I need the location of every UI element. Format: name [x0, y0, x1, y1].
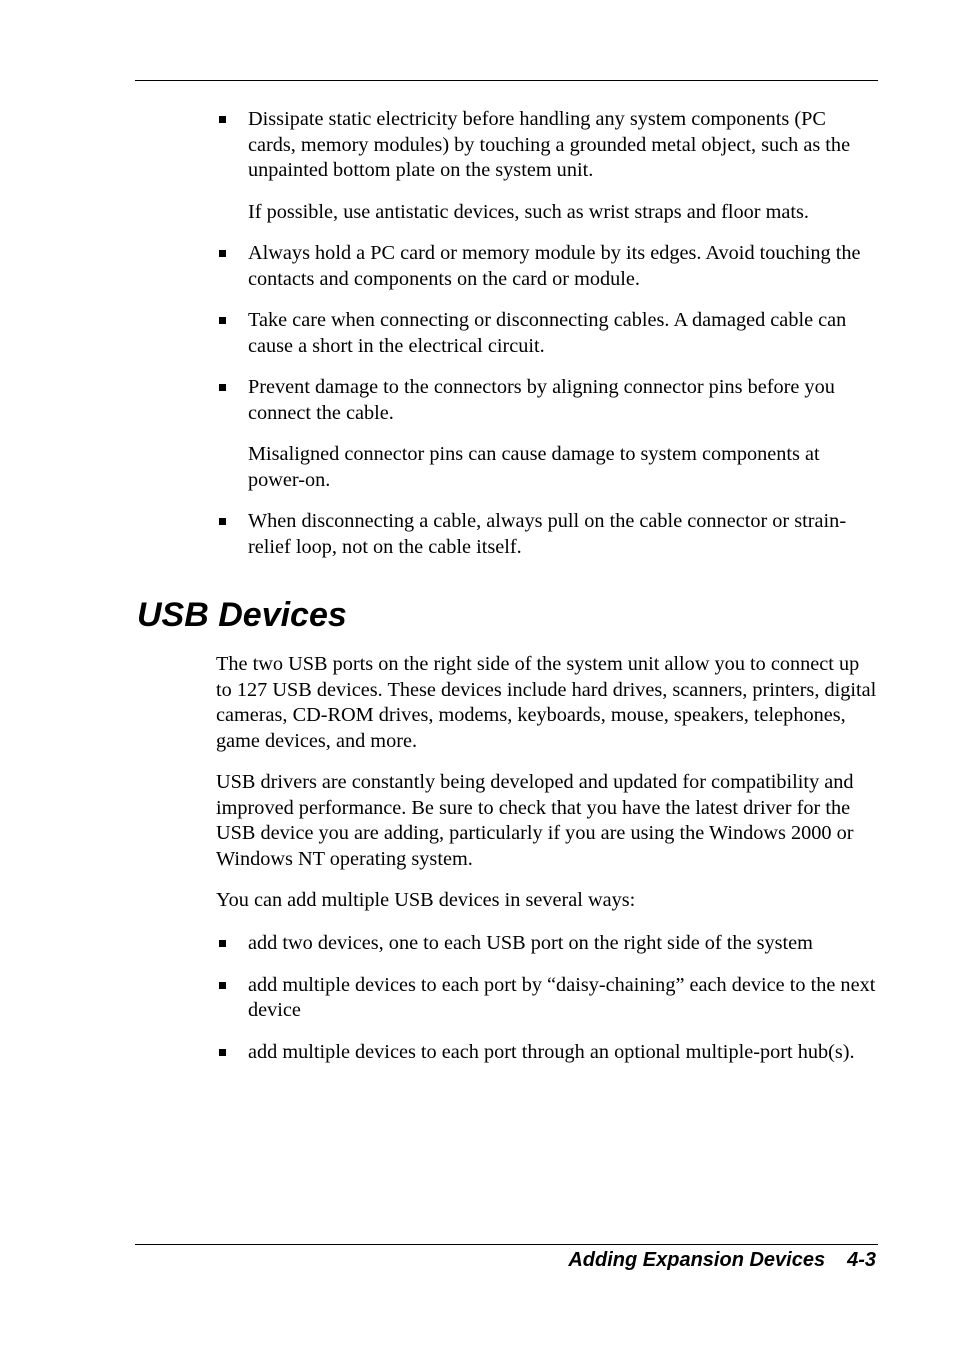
- list-item-note: Misaligned connector pins can cause damage to system components at power-on.: [248, 443, 820, 491]
- list-item-text: Always hold a PC card or memory module by its edges. Avoid touching the contacts and components on the card or module.: [248, 242, 861, 290]
- square-bullet-icon: [219, 940, 226, 947]
- square-bullet-icon: [219, 317, 226, 324]
- paragraph: The two USB ports on the right side of the system unit allow you to connect up to 127 USB devices. These devices include hard drives, scanners, printers, digital cameras, CD-ROM drives, modems, keyboards, mouse, speakers, telephones, game devices, and more.: [216, 653, 877, 752]
- square-bullet-icon: [219, 1049, 226, 1056]
- square-bullet-icon: [219, 116, 226, 123]
- paragraph: You can add multiple USB devices in several ways:: [216, 889, 636, 911]
- paragraph: USB drivers are constantly being developed and updated for compatibility and improved performance. Be sure to check that you have the latest driver for the USB device you are adding, particularly if you are using the Windows 2000 or Windows NT operating system.: [216, 771, 854, 870]
- header-rule: [135, 80, 878, 81]
- list-item: [216, 107, 878, 225]
- square-bullet-icon: [219, 982, 226, 989]
- square-bullet-icon: [219, 518, 226, 525]
- page-footer: [568, 1247, 876, 1273]
- list-item-text: Dissipate static electricity before handling any system components (PC cards, memory modules) by touching a grounded metal object, such as the unpainted bottom plate on the system unit.: [248, 108, 851, 181]
- footer-chapter-title: Adding Expansion Devices: [568, 1249, 826, 1271]
- list-item: [216, 931, 878, 957]
- square-bullet-icon: [219, 384, 226, 391]
- section-heading: USB Devices: [137, 596, 347, 634]
- list-item: [216, 509, 878, 560]
- usb-section-body: [216, 652, 878, 930]
- page-number: 4-3: [847, 1249, 876, 1271]
- list-item-text: When disconnecting a cable, always pull on the cable connector or strain-relief loop, not on the cable itself.: [248, 510, 847, 558]
- list-item: [216, 375, 878, 493]
- list-item: [216, 1040, 878, 1066]
- list-item: [216, 308, 878, 359]
- precautions-list: [216, 107, 878, 576]
- square-bullet-icon: [219, 250, 226, 257]
- list-item-text: add multiple devices to each port through an optional multiple-port hub(s).: [248, 1040, 855, 1063]
- usb-ways-list: [216, 931, 878, 1081]
- list-item-text: Take care when connecting or disconnecting cables. A damaged cable can cause a short in the electrical circuit.: [248, 309, 847, 357]
- list-item: [216, 241, 878, 292]
- list-item: [216, 973, 878, 1024]
- list-item-text: add two devices, one to each USB port on the right side of the system: [248, 932, 813, 954]
- footer-rule: [135, 1244, 878, 1245]
- list-item-text: add multiple devices to each port by “daisy-chaining” each device to the next device: [248, 973, 876, 1021]
- list-item-text: Prevent damage to the connectors by aligning connector pins before you connect the cable.: [248, 376, 835, 424]
- list-item-note: If possible, use antistatic devices, such as wrist straps and floor mats.: [248, 200, 809, 223]
